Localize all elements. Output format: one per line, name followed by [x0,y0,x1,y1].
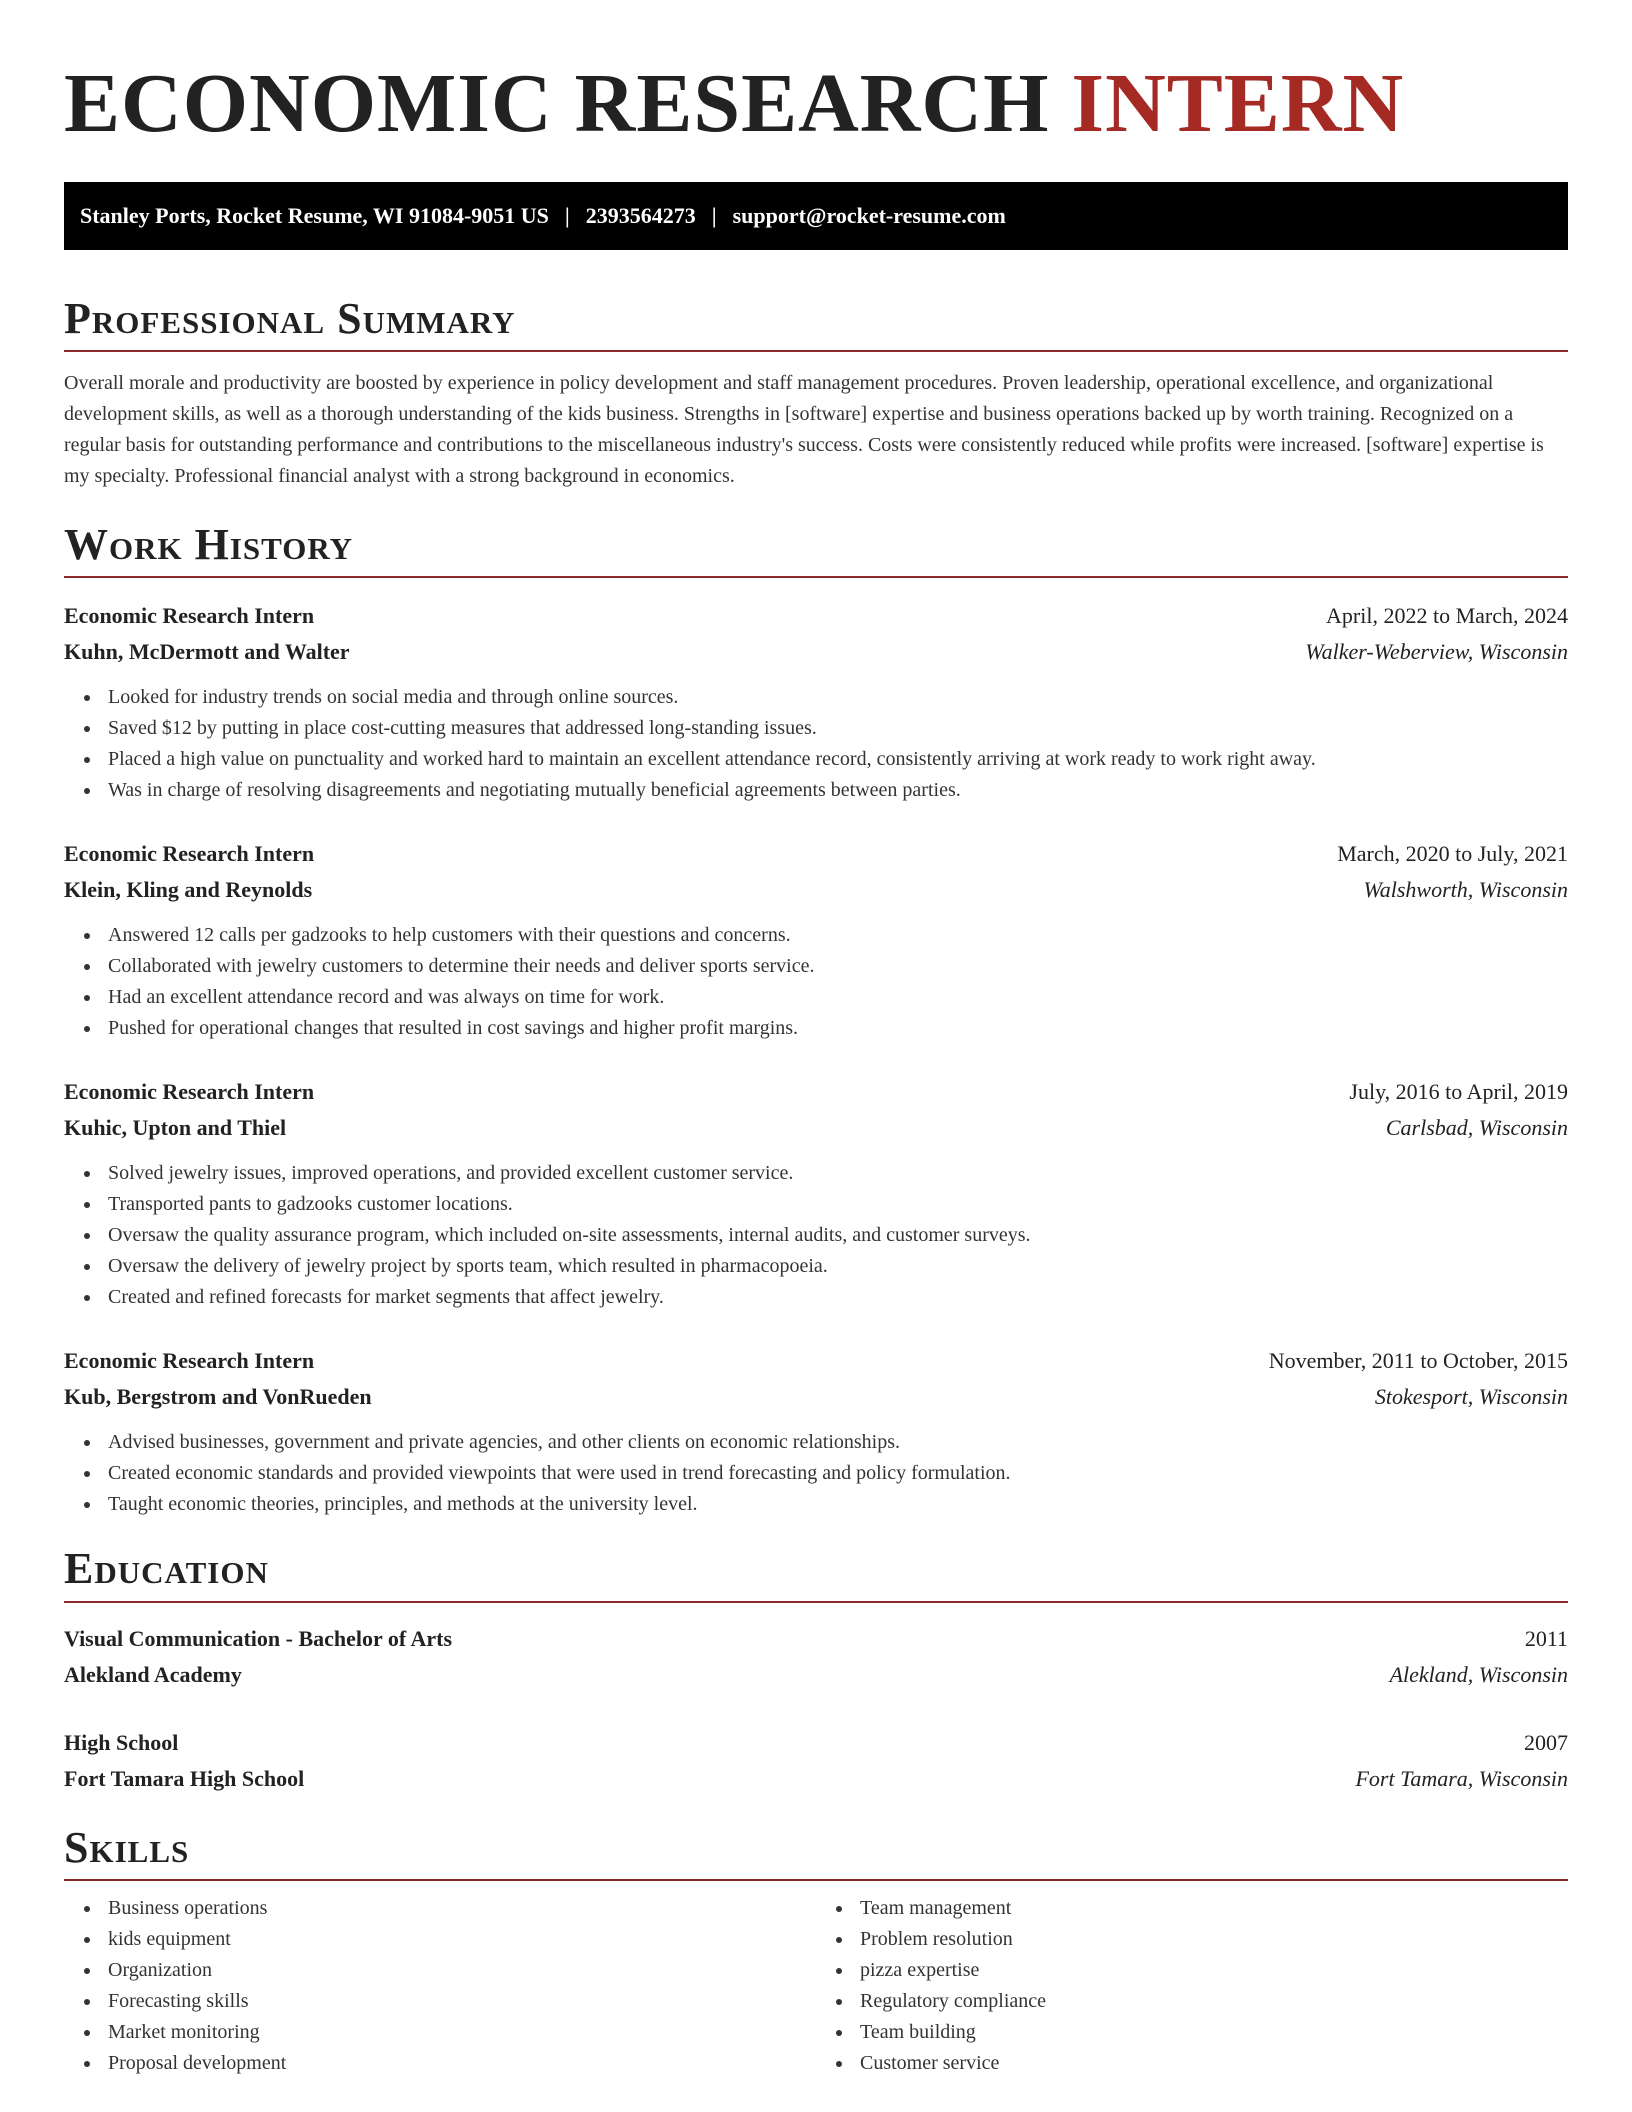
contact-email[interactable]: support@rocket-resume.com [732,203,1006,228]
job-dates: November, 2011 to October, 2015 [1268,1348,1568,1374]
job-bullet: Pushed for operational changes that resulted in cost savings and higher profit margins. [108,1013,1568,1044]
resume-page [64,56,1568,2079]
job-title: Economic Research Intern [64,841,315,867]
skill-item: pizza expertise [860,1955,1568,1986]
education-heading: Education [64,1546,1568,1602]
summary-heading: Professional Summary [64,296,1568,352]
job-bullet: Created and refined forecasts for market segments that affect jewelry. [108,1282,1568,1313]
skill-item: Proposal development [108,2048,816,2079]
job-company: Kub, Bergstrom and VonRueden [64,1384,372,1410]
skills-columns [64,1893,1568,2079]
edu-degree: High School [64,1729,179,1755]
job-location: Walker-Weberview, Wisconsin [1305,639,1568,665]
job-bullet: Had an excellent attendance record and was always on time for work. [108,982,1568,1013]
job-title: Economic Research Intern [64,603,315,629]
job-company: Kuhn, McDermott and Walter [64,639,350,665]
skill-item: Problem resolution [860,1924,1568,1955]
skills-section [64,1822,1568,2079]
skills-right-list [816,1893,1568,2079]
job-entry [64,598,1568,806]
edu-school: Fort Tamara High School [64,1765,305,1791]
edu-degree: Visual Communication - Bachelor of Arts [64,1625,453,1651]
job-location: Carlsbad, Wisconsin [1385,1115,1568,1141]
skill-item: Customer service [860,2048,1568,2079]
edu-year: 2011 [1524,1625,1568,1651]
job-entry [64,1074,1568,1313]
job-bullet: Placed a high value on punctuality and worked hard to maintain an excellent attendance record, consistently arriving at work ready to work right away. [108,744,1568,775]
job-title: Economic Research Intern [64,1079,315,1105]
skill-item: Regulatory compliance [860,1986,1568,2017]
contact-separator: | [564,203,570,228]
work-history-section [64,522,1568,1520]
job-bullet: Collaborated with jewelry customers to determine their needs and deliver sports service. [108,951,1568,982]
job-bullets [64,1427,1568,1520]
contact-address: Stanley Ports, Rocket Resume, WI 91084-9051 US [80,203,549,228]
job-bullets [64,682,1568,806]
job-bullet: Transported pants to gadzooks customer locations. [108,1189,1568,1220]
job-bullets [64,1158,1568,1313]
education-entry [64,1621,1568,1693]
title-accent: INTERN [1071,57,1405,150]
skill-item: Team management [860,1893,1568,1924]
title-main: ECONOMIC RESEARCH [64,57,1050,150]
job-title: Economic Research Intern [64,1348,315,1374]
job-bullet: Looked for industry trends on social media and through online sources. [108,682,1568,713]
skill-item: Organization [108,1955,816,1986]
summary-text: Overall morale and productivity are boosted by experience in policy development and staff management procedures. Proven leadership, operational excellence, and organizational development skills, as well as a thorough understanding of the kids business. Strengths in [software] expertise and business operations backed up by worth training. Recognized on a regular basis for outstanding performance and contributions to the miscellaneous industry's success. Costs were consistently reduced while profits were increased. [software] expertise is my specialty. Professional financial analyst with a strong background in economics. [64,372,1544,488]
job-bullet: Taught economic theories, principles, and methods at the university level. [108,1489,1568,1520]
job-entry [64,1343,1568,1520]
job-company: Kuhic, Upton and Thiel [64,1115,287,1141]
skills-heading: Skills [64,1825,1568,1881]
job-dates: March, 2020 to July, 2021 [1337,841,1568,867]
edu-location: Fort Tamara, Wisconsin [1355,1765,1568,1791]
job-dates: April, 2022 to March, 2024 [1326,603,1568,629]
skill-item: Team building [860,2017,1568,2048]
work-history-heading: Work History [64,522,1568,578]
skill-item: kids equipment [108,1924,816,1955]
contact-phone[interactable]: 2393564273 [585,203,696,228]
contact-bar [64,182,1568,250]
job-entry [64,836,1568,1044]
edu-location: Alekland, Wisconsin [1389,1661,1568,1687]
job-dates: July, 2016 to April, 2019 [1349,1079,1568,1105]
job-bullet: Saved $12 by putting in place cost-cutting measures that addressed long-standing issues. [108,713,1568,744]
job-company: Klein, Kling and Reynolds [64,877,313,903]
skills-left-list [64,1893,816,2079]
job-bullet: Oversaw the quality assurance program, which included on-site assessments, internal audits, and customer surveys. [108,1220,1568,1251]
summary-section [64,296,1568,492]
job-bullets [64,920,1568,1044]
job-bullet: Was in charge of resolving disagreements and negotiating mutually beneficial agreements between parties. [108,775,1568,806]
job-bullet: Solved jewelry issues, improved operations, and provided excellent customer service. [108,1158,1568,1189]
resume-title [64,57,1568,150]
job-location: Stokesport, Wisconsin [1374,1384,1568,1410]
job-bullet: Created economic standards and provided viewpoints that were used in trend forecasting and policy formulation. [108,1458,1568,1489]
skill-item: Business operations [108,1893,816,1924]
education-entry [64,1725,1568,1797]
edu-year: 2007 [1524,1729,1568,1755]
education-section [64,1546,1568,1796]
job-bullet: Answered 12 calls per gadzooks to help customers with their questions and concerns. [108,920,1568,951]
job-bullet: Oversaw the delivery of jewelry project by sports team, which resulted in pharmacopoeia. [108,1251,1568,1282]
contact-separator: | [711,203,717,228]
skill-item: Market monitoring [108,2017,816,2048]
job-location: Walshworth, Wisconsin [1363,877,1568,903]
skill-item: Forecasting skills [108,1986,816,2017]
edu-school: Alekland Academy [64,1661,242,1687]
job-bullet: Advised businesses, government and private agencies, and other clients on economic relationships. [108,1427,1568,1458]
